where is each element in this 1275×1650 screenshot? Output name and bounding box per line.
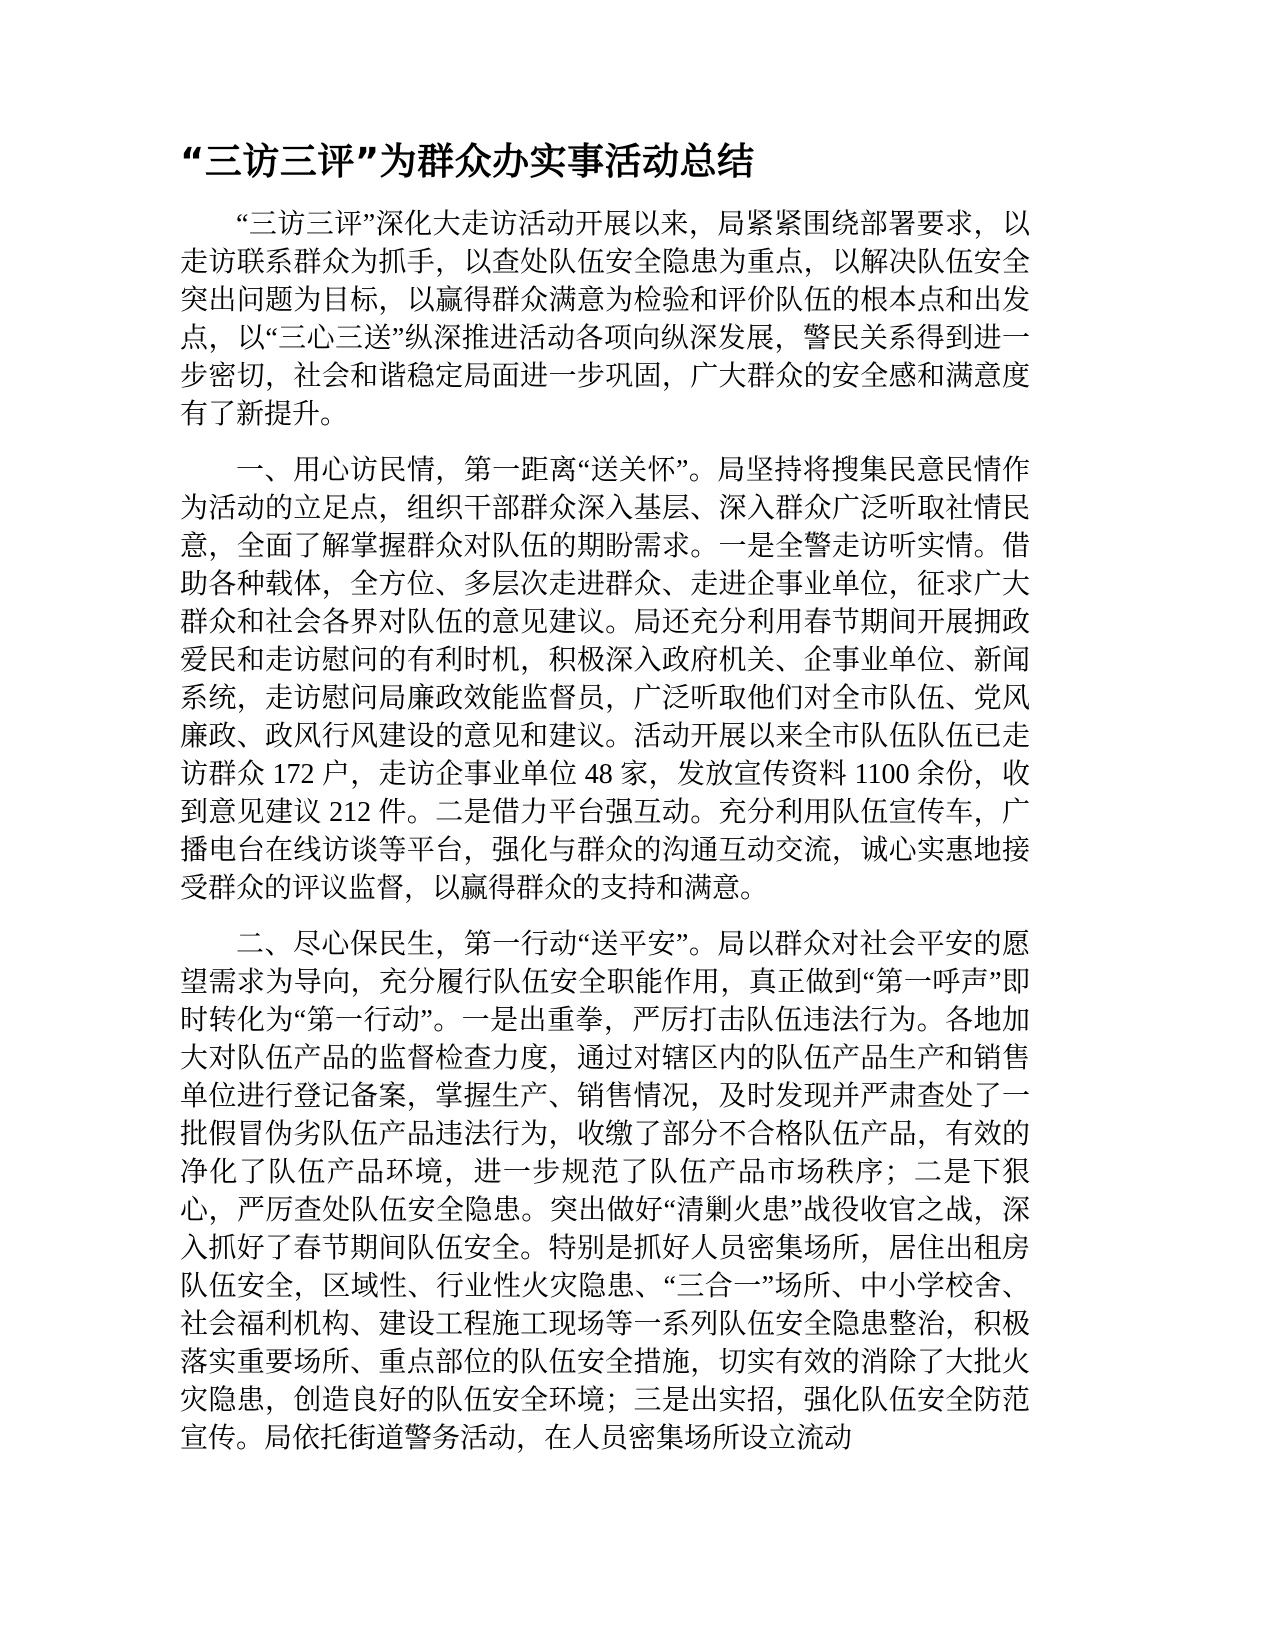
- paragraph-section-one: 一、用心访民情，第一距离“送关怀”。局坚持将搜集民意民情作为活动的立足点，组织干部群众深入基层、深入群众广泛听取社情民意，全面了解掌握群众对队伍的期盼需求。一是全警走访听实情。借助各种载体，全方位、多层次走进群众、走进企事业单位，征求广大群众和社会各界对队伍的意见建议。局还充分利用春节期间开展拥政爱民和走访慰问的有利时机，积极深入政府机关、企事业单位、新闻系统，走访慰问局廉政效能监督员，广泛听取他们对全市队伍、党风廉政、政风行风建设的意见和建议。活动开展以来全市队伍队伍已走访群众 172 户，走访企事业单位 48 家，发放宣传资料 1100 余份，收到意见建议 212 件。二是借力平台强互动。充分利用队伍宣传车，广播电台在线访谈等平台，强化与群众的沟通互动交流，诚心实惠地接受群众的评议监督，以赢得群众的支持和满意。: [180, 455, 1030, 905]
- paragraph-section-two: 二、尽心保民生，第一行动“送平安”。局以群众对社会平安的愿望需求为导向，充分履行队伍安全职能作用，真正做到“第一呼声”即时转化为“第一行动”。一是出重拳，严厉打击队伍违法行为。各地加大对队伍产品的监督检查力度，通过对辖区内的队伍产品生产和销售单位进行登记备案，掌握生产、销售情况，及时发现并严肃查处了一批假冒伪劣队伍产品违法行为，收缴了部分不合格队伍产品，有效的净化了队伍产品环境，进一步规范了队伍产品市场秩序；二是下狠心，严厉查处队伍安全隐患。突出做好“清剿火患”战役收官之战，深入抓好了春节期间队伍安全。特别是抓好人员密集场所，居住出租房队伍安全，区域性、行业性火灾隐患、“三合一”场所、中小学校舍、社会福利机构、建设工程施工现场等一系列队伍安全隐患整治，积极落实重要场所、重点部位的队伍安全措施，切实有效的消除了大批火灾隐患，创造良好的队伍安全环境；三是出实招，强化队伍安全防范宣传。局依托街道警务活动，在人员密集场所设立流动: [180, 929, 1030, 1455]
- document-page: [180, 130, 1030, 1476]
- paragraph-intro: “三访三评”深化大走访活动开展以来，局紧紧围绕部署要求，以走访联系群众为抓手，以查处队伍安全隐患为重点，以解决队伍安全突出问题为目标，以赢得群众满意为检验和评价队伍的根本点和出发点，以“三心三送”纵深推进活动各项向纵深发展，警民关系得到进一步密切，社会和谐稳定局面进一步巩固，广大群众的安全感和满意度有了新提升。: [180, 209, 1030, 431]
- document-title: “三访三评”为群众办实事活动总结: [180, 140, 755, 183]
